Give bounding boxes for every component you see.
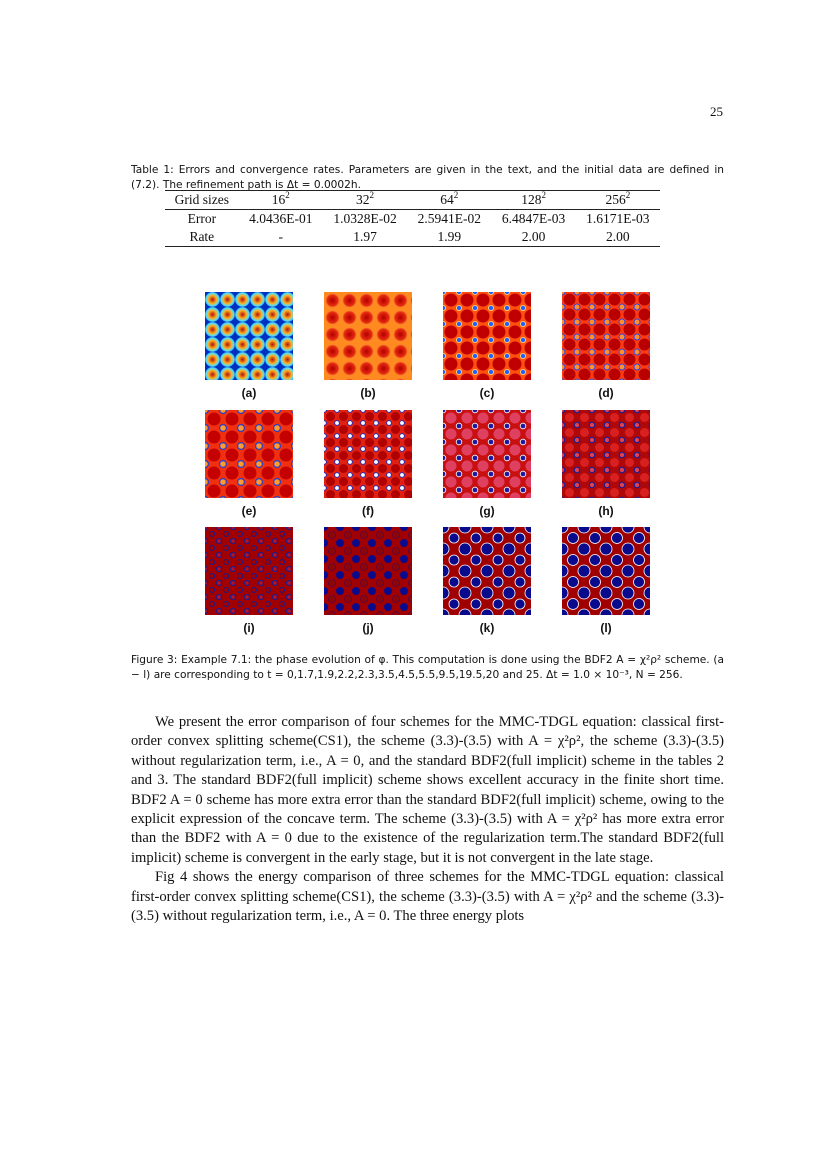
row-label: Rate bbox=[189, 229, 215, 244]
table-cell: 2.5941E-02 bbox=[417, 211, 481, 226]
phase-map-g bbox=[443, 410, 531, 498]
figure-panel-k bbox=[443, 527, 531, 635]
table-cell: 1.0328E-02 bbox=[333, 211, 397, 226]
panel-label: (a) bbox=[241, 386, 257, 400]
panel-label: (h) bbox=[598, 504, 614, 518]
phase-map-c bbox=[443, 292, 531, 380]
table-row-rate bbox=[165, 228, 660, 247]
page-number: 25 bbox=[710, 104, 723, 119]
row-label: Error bbox=[187, 211, 217, 226]
grid-size-header: $256^2$ bbox=[605, 190, 631, 207]
panel-label: (k) bbox=[479, 621, 495, 635]
panel-label: (f) bbox=[362, 504, 374, 518]
body-text bbox=[131, 713, 724, 926]
phase-map-e bbox=[205, 410, 293, 498]
table-cell: 2.00 bbox=[521, 229, 546, 244]
table-caption: Table 1: Errors and convergence rates. Parameters are given in the text, and the initial data are defined in (7.2). The refinement path is Δt = 0.0002h. bbox=[131, 164, 724, 191]
header-label: Grid sizes bbox=[174, 192, 229, 207]
convergence-table bbox=[165, 190, 660, 247]
panel-label: (i) bbox=[243, 621, 255, 635]
grid-size-header: $128^2$ bbox=[521, 190, 546, 207]
figure-panel-b bbox=[324, 292, 412, 400]
table-row-error bbox=[165, 210, 660, 229]
grid-size-header: $16^2$ bbox=[271, 190, 290, 207]
phase-map-k bbox=[443, 527, 531, 615]
figure-panel-h bbox=[562, 410, 650, 518]
figure-panel-c bbox=[443, 292, 531, 400]
panel-label: (c) bbox=[479, 386, 495, 400]
panel-label: (j) bbox=[362, 621, 374, 635]
phase-map-j bbox=[324, 527, 412, 615]
phase-map-b bbox=[324, 292, 412, 380]
figure-panel-e bbox=[205, 410, 293, 518]
panel-label: (l) bbox=[600, 621, 612, 635]
phase-map-f bbox=[324, 410, 412, 498]
figure-caption: Figure 3: Example 7.1: the phase evolution of φ. This computation is done using the BDF2 A = χ²ρ² scheme. (a − l) are corresponding to t = 0,1.7,1.9,2.2,2.3,3.5,4.5,5.5,9.5,19.5,20 and 25. Δt = 1.0 × 10⁻³, N = 256. bbox=[131, 654, 724, 681]
grid-size-header: $64^2$ bbox=[440, 190, 459, 207]
panel-label: (b) bbox=[360, 386, 376, 400]
phase-map-a bbox=[205, 292, 293, 380]
figure-panel-a bbox=[205, 292, 293, 400]
phase-map-h bbox=[562, 410, 650, 498]
paragraph: Fig 4 shows the energy comparison of three schemes for the MMC-TDGL equation: classical first-order convex splitting scheme(CS1), the scheme (3.3)-(3.5) with A = χ²ρ² and the scheme (3.3)-(3.5) without regularization term, i.e., A = 0. The three energy plots bbox=[131, 869, 724, 925]
panel-label: (d) bbox=[598, 386, 614, 400]
table-cell: 4.0436E-01 bbox=[249, 211, 313, 226]
figure-panel-i bbox=[205, 527, 293, 635]
phase-map-d bbox=[562, 292, 650, 380]
figure-panel-f bbox=[324, 410, 412, 518]
figure-panel-g bbox=[443, 410, 531, 518]
figure-panel-l bbox=[562, 527, 650, 635]
figure-panel-d bbox=[562, 292, 650, 400]
table-cell: 1.6171E-03 bbox=[586, 211, 650, 226]
table-cell: - bbox=[278, 229, 284, 244]
panel-label: (g) bbox=[479, 504, 495, 518]
phase-map-i bbox=[205, 527, 293, 615]
table-cell: 2.00 bbox=[606, 229, 630, 244]
grid-size-header: $32^2$ bbox=[356, 190, 375, 207]
table-cell: 1.99 bbox=[437, 229, 462, 244]
paragraph: We present the error comparison of four schemes for the MMC-TDGL equation: classical first-order convex splitting scheme(CS1), the scheme (3.3)-(3.5) with A = χ²ρ², the scheme (3.3)-(3.5) without regularization term, i.e., A = 0, and the standard BDF2(full implicit) scheme in the tables 2 and 3. The standard BDF2(full implicit) scheme shows excellent accuracy in the finite short time. BDF2 A = 0 scheme has more extra error than the standard BDF2(full implicit) scheme, owing to the explicit expression of the concave term. The scheme (3.3)-(3.5) with A = χ²ρ² has more extra error than the BDF2 with A = 0 due to the existence of the regularization term.The standard BDF2(full implicit) scheme is convergent in the early stage, but it is not convergent in the late stage. bbox=[131, 714, 724, 866]
table-cell: 1.97 bbox=[353, 229, 377, 244]
figure-panel-j bbox=[324, 527, 412, 635]
table-header-row bbox=[165, 191, 660, 210]
phase-map-l bbox=[562, 527, 650, 615]
table-cell: 6.4847E-03 bbox=[501, 211, 566, 226]
panel-label: (e) bbox=[241, 504, 257, 518]
